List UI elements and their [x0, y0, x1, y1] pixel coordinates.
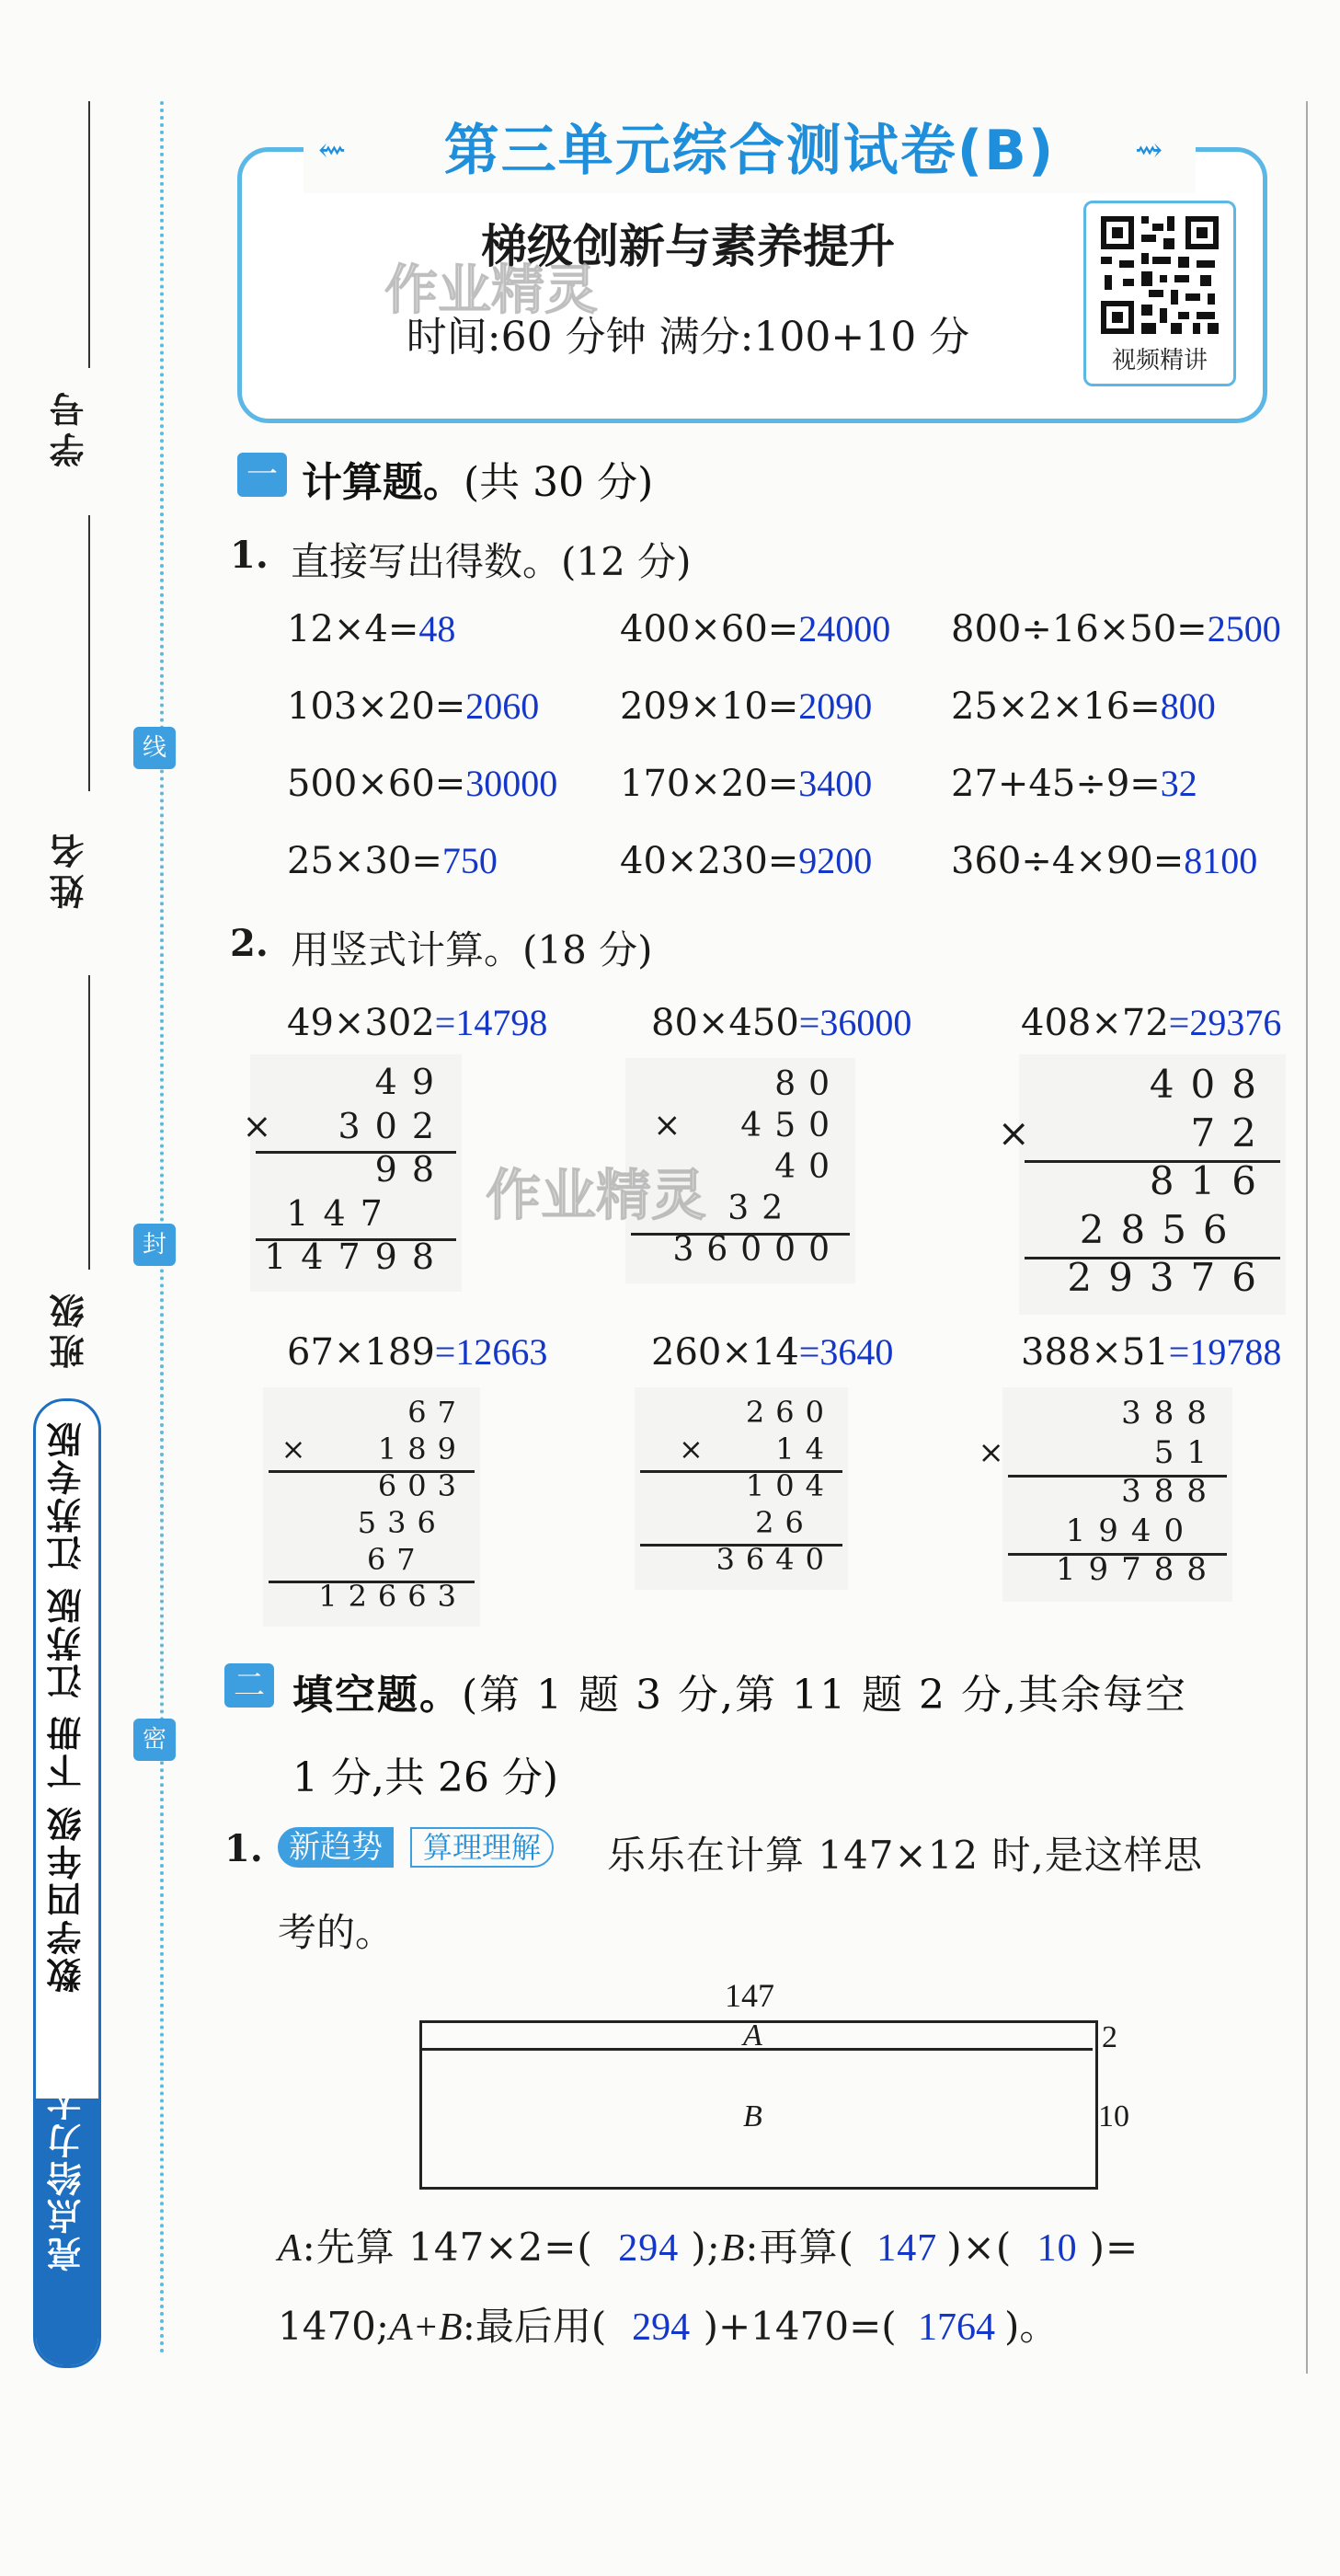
fill-label-b: B [720, 2227, 746, 2270]
page-title: 第三单元综合测试卷(B) [443, 119, 1056, 183]
vertical-work [263, 1387, 480, 1627]
vertical-work-row: × 51 [978, 1433, 1220, 1471]
vertical-work-row: 12663 [318, 1579, 467, 1614]
blank-3-answer[interactable]: 10 [1036, 2227, 1078, 2270]
arrow-left-icon: ⇜ [318, 132, 347, 169]
vertical-work-row: 603 [377, 1468, 467, 1503]
class-field-line [88, 975, 90, 1270]
series-label-box [33, 1398, 101, 2368]
vertical-work-row: 260 [745, 1395, 835, 1430]
binding-mark-line: 线 [133, 727, 176, 769]
fill-label-ab: A+B [389, 2306, 463, 2349]
series-name: 数学四年级 下册 江苏版 江苏专版 [47, 1420, 87, 1993]
vertical-work-row: × 302 [242, 1105, 449, 1146]
vertical-work-rule [1008, 1553, 1227, 1556]
vertical-work-row: 1940 [1065, 1512, 1220, 1549]
vertical-work-row: 388 [1121, 1395, 1220, 1432]
vertical-problem-answer[interactable]: =29376 [1168, 1002, 1282, 1043]
qr-code-icon [1097, 213, 1222, 338]
vertical-work-row: 19788 [1055, 1551, 1220, 1588]
id-field-line [88, 101, 90, 368]
oral-calc-item [620, 684, 872, 728]
vertical-work [242, 1054, 462, 1292]
q1-number: 1. [230, 534, 269, 577]
oral-calc-item [951, 762, 1197, 805]
vertical-work-row: 67 [366, 1542, 467, 1577]
vertical-work-row: 2856 [1079, 1206, 1273, 1252]
oral-calc-answer[interactable]: 8100 [1184, 840, 1258, 881]
fill-line2-start: 1470; [278, 2304, 390, 2349]
section-1-badge: 一 [237, 453, 287, 497]
oral-calc-answer[interactable]: 32 [1160, 763, 1197, 804]
binding-mark-seal: 封 [133, 1224, 176, 1266]
vertical-problem-expression: 80×450 [651, 1002, 799, 1044]
vertical-work-rule [1025, 1257, 1280, 1259]
s2-q1-number: 1. [224, 1827, 263, 1870]
oral-calc-item [951, 607, 1281, 650]
vertical-problem-expression: 388×51 [1021, 1331, 1169, 1374]
page-subtitle: 梯级创新与素养提升 [481, 220, 895, 273]
vertical-work-row: 816 [1149, 1158, 1273, 1203]
vertical-work-row: 536 [357, 1505, 467, 1540]
q1-instruction: 直接写出得数。(12 分) [291, 539, 692, 584]
diagram-height-a: 2 [1102, 2020, 1117, 2054]
section-2-score: (第 1 题 3 分,第 11 题 2 分,其余每空 [462, 1672, 1187, 1719]
vertical-work-rule [256, 1151, 456, 1154]
time-and-score: 时间:60 分钟 满分:100+10 分 [406, 314, 970, 361]
fill-line2-text: :最后用( [462, 2304, 607, 2349]
vertical-work-row: 104 [745, 1468, 835, 1503]
vertical-work-rule [640, 1544, 842, 1547]
oral-calc-answer[interactable]: 30000 [465, 763, 558, 804]
blank-2-answer[interactable]: 147 [876, 2227, 938, 2270]
blank-1-answer[interactable]: 294 [618, 2227, 680, 2270]
vertical-problem-header [287, 1001, 547, 1044]
fill-text-b: :再算( [745, 2225, 854, 2270]
fill-line2-mid: )+1470=( [703, 2304, 897, 2349]
oral-calc-item [620, 762, 872, 805]
vertical-problem-expression: 408×72 [1021, 1002, 1169, 1044]
fill-mid-3: )= [1089, 2225, 1140, 2270]
new-trend-tag: 新趋势 [278, 1827, 394, 1868]
oral-calc-expression: 360÷4×90= [951, 840, 1185, 882]
vertical-work-rule [631, 1233, 850, 1236]
qr-label: 视频精讲 [1111, 347, 1208, 374]
oral-calc-answer[interactable]: 48 [418, 608, 456, 650]
diagram-height-b: 10 [1098, 2099, 1129, 2133]
vertical-problem-header [287, 1330, 547, 1374]
vertical-problem-answer[interactable]: =14798 [434, 1002, 548, 1043]
oral-calc-item [287, 762, 557, 805]
oral-calc-answer[interactable]: 2500 [1207, 608, 1281, 650]
vertical-problem-expression: 49×302 [287, 1002, 435, 1044]
oral-calc-expression: 209×10= [620, 685, 799, 728]
section-2-badge: 二 [224, 1663, 274, 1708]
s2-q1-text-line2: 考的。 [278, 1910, 395, 1955]
vertical-work-row: 147 [286, 1192, 449, 1234]
oral-calc-expression: 12×4= [287, 608, 419, 650]
fill-mid-1: ); [691, 2225, 721, 2270]
binding-mark-secret: 密 [133, 1719, 176, 1761]
fill-line-1 [278, 2217, 1139, 2272]
vertical-work-row: × 72 [997, 1110, 1273, 1156]
oral-calc-item [620, 607, 890, 650]
vertical-work-row: × 189 [281, 1432, 467, 1466]
section-2-heading [292, 1662, 1187, 1720]
vertical-work-rule [1025, 1160, 1280, 1163]
vertical-work-row: 26 [755, 1505, 835, 1540]
oral-calc-item [951, 839, 1257, 882]
class-label: 班级 [50, 1288, 90, 1369]
vertical-work-rule [1008, 1475, 1227, 1478]
oral-calc-expression: 27+45÷9= [951, 763, 1161, 805]
section-1-title: 计算题。 [302, 459, 464, 506]
oral-calc-item [951, 684, 1216, 728]
vertical-work-row: 80 [774, 1065, 842, 1103]
oral-calc-answer[interactable]: 9200 [798, 840, 873, 881]
oral-calc-expression: 25×2×16= [951, 685, 1161, 728]
vertical-problem-header [651, 1001, 911, 1044]
oral-calc-expression: 25×30= [287, 840, 442, 882]
vertical-problem-header [651, 1330, 893, 1374]
vertical-work-rule [269, 1581, 475, 1583]
q2-number: 2. [230, 922, 269, 965]
oral-calc-item [287, 684, 539, 728]
oral-calc-answer[interactable]: 2090 [798, 685, 873, 727]
series-label [41, 1420, 93, 2349]
vertical-work-row: 67 [407, 1395, 467, 1430]
qr-code-card[interactable] [1083, 201, 1236, 386]
diagram-label-a: A [743, 2018, 762, 2053]
vertical-problem-answer[interactable]: =3640 [798, 1331, 894, 1373]
oral-calc-expression: 170×20= [620, 763, 799, 805]
oral-calc-expression: 103×20= [287, 685, 466, 728]
oral-calc-answer[interactable]: 3400 [798, 763, 873, 804]
vertical-work-rule [640, 1470, 842, 1473]
blank-4-answer[interactable]: 294 [632, 2306, 691, 2349]
oral-calc-expression: 400×60= [620, 608, 799, 650]
fill-line-2 [278, 2296, 1058, 2352]
vertical-problem-answer[interactable]: =12663 [434, 1331, 548, 1373]
q2-instruction: 用竖式计算。(18 分) [291, 927, 653, 972]
s2-q1-text-line1: 乐乐在计算 147×12 时,是这样思 [607, 1833, 1203, 1878]
diagram-label-b: B [743, 2099, 762, 2133]
diagram-width-label: 147 [725, 1977, 774, 2014]
vertical-work-row: 49 [374, 1062, 449, 1102]
oral-calc-answer[interactable]: 2060 [465, 685, 540, 727]
brand-name: 亮点给力大试卷 [47, 2007, 87, 2271]
vertical-problem-header [1021, 1330, 1281, 1374]
section-2-title: 填空题。 [292, 1672, 462, 1719]
fill-text-a: :先算 147×2=( [302, 2225, 593, 2270]
vertical-work-row: × 450 [653, 1107, 842, 1144]
vertical-work-rule [269, 1470, 475, 1473]
vertical-work-row: 40 [774, 1148, 842, 1186]
vertical-work [997, 1054, 1286, 1315]
oral-calc-expression: 800÷16×50= [951, 608, 1208, 650]
vertical-work [635, 1387, 848, 1590]
fill-line2-end: )。 [1004, 2304, 1059, 2349]
vertical-work-row: × 14 [678, 1432, 835, 1466]
vertical-problem-expression: 67×189 [287, 1331, 435, 1374]
vertical-work-row: 32 [727, 1190, 842, 1227]
oral-calc-answer[interactable]: 800 [1160, 685, 1216, 727]
watermark-top: 作业精灵 [384, 259, 599, 321]
vertical-problem-header [1021, 1001, 1281, 1044]
oral-calc-expression: 500×60= [287, 763, 466, 805]
section-1-score: (共 30 分) [464, 459, 654, 506]
title-wrap [304, 109, 1196, 193]
vertical-work-row: 29376 [1067, 1255, 1273, 1300]
vertical-work-row: 98 [374, 1149, 449, 1190]
student-id-label: 学号 [50, 386, 90, 467]
right-margin-rule [1306, 101, 1308, 2374]
vertical-work-row: 36000 [672, 1231, 842, 1269]
oral-calc-answer[interactable]: 750 [441, 840, 498, 881]
oral-calc-item [620, 839, 872, 882]
oral-calc-expression: 40×230= [620, 840, 799, 882]
vertical-problem-answer[interactable]: =19788 [1168, 1331, 1282, 1373]
vertical-work-row: 388 [1121, 1473, 1220, 1510]
fill-mid-2: )×( [946, 2225, 1013, 2270]
vertical-work-row: 14798 [264, 1236, 449, 1277]
section-1-heading [302, 449, 653, 508]
vertical-problem-expression: 260×14 [651, 1331, 799, 1374]
student-name-label: 姓名 [50, 828, 90, 909]
oral-calc-item [287, 839, 498, 882]
watermark-middle: 作业精灵 [486, 1164, 706, 1228]
vertical-work-row: 3640 [716, 1542, 835, 1577]
arrow-right-icon: ⇝ [1135, 132, 1163, 169]
vertical-problem-answer[interactable]: =36000 [798, 1002, 912, 1043]
section-2-score-cont: 1 分,共 26 分) [292, 1754, 559, 1801]
oral-calc-answer[interactable]: 24000 [798, 608, 891, 650]
name-field-line [88, 515, 90, 791]
vertical-work-rule [256, 1238, 456, 1241]
fill-label-a: A [278, 2227, 303, 2270]
concept-tag: 算理理解 [410, 1827, 554, 1868]
vertical-work-row: 408 [1149, 1062, 1273, 1107]
vertical-work [978, 1387, 1232, 1602]
blank-5-answer[interactable]: 1764 [918, 2306, 996, 2349]
oral-calc-item [287, 607, 455, 650]
